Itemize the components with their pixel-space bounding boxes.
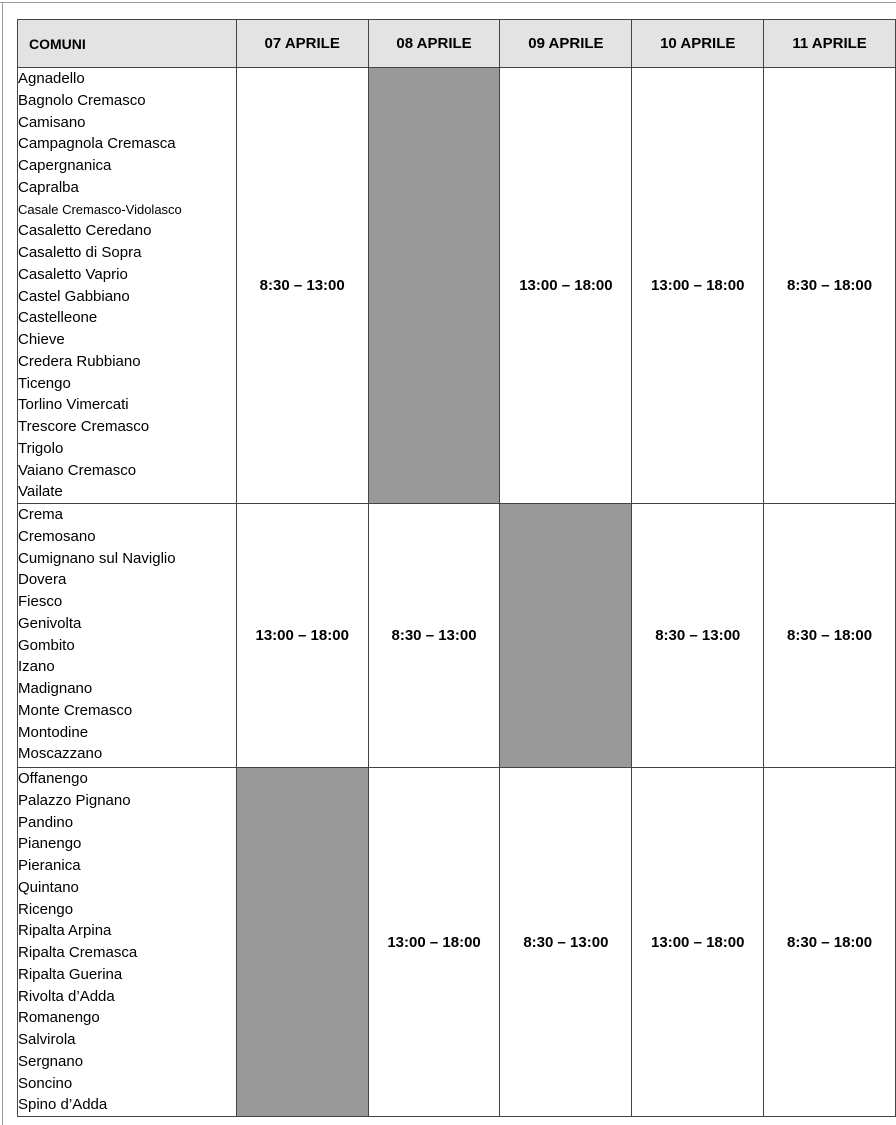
comune-item: Castel Gabbiano — [18, 287, 130, 305]
comune-item: Offanengo — [18, 770, 88, 787]
comune-item: Credera Rubbiano — [18, 352, 141, 370]
time-cell: 8:30 – 13:00 — [368, 504, 500, 768]
comuni-cell — [18, 504, 237, 768]
comuni-list — [18, 768, 236, 1116]
comune-item: Romanengo — [18, 1009, 100, 1027]
comune-item: Torlino Vimercati — [18, 396, 129, 414]
time-cell: 13:00 – 18:00 — [632, 68, 764, 504]
time-cell: 8:30 – 13:00 — [500, 768, 632, 1117]
header-comuni: COMUNI — [18, 20, 237, 68]
comune-item: Bagnolo Cremasco — [18, 91, 146, 109]
comune-item: Casaletto Ceredano — [18, 222, 152, 240]
comune-item: Capergnanica — [18, 157, 112, 174]
time-cell: 8:30 – 13:00 — [236, 68, 368, 504]
comune-item: Ricengo — [18, 900, 74, 918]
comune-item: Trigolo — [18, 439, 64, 457]
comune-item: Moscazzano — [18, 745, 103, 763]
header-day: 11 APRILE — [764, 20, 896, 68]
schedule-table — [17, 19, 896, 1117]
comune-item: Fiesco — [18, 593, 63, 610]
comune-item: Casaletto Vaprio — [18, 265, 128, 283]
comune-item: Pandino — [18, 813, 74, 831]
comune-item: Montodine — [18, 723, 89, 741]
comune-item: Vaiano Cremasco — [18, 461, 137, 479]
group-row — [18, 504, 896, 768]
comune-item: Crema — [18, 506, 64, 523]
comuni-cell — [18, 68, 237, 504]
comune-item: Palazzo Pignano — [18, 791, 131, 809]
comuni-list — [18, 68, 236, 503]
comune-item: Vailate — [18, 483, 63, 501]
time-cell: 13:00 – 18:00 — [500, 68, 632, 504]
comune-item: Camisano — [18, 113, 86, 131]
time-cell: 8:30 – 18:00 — [764, 68, 896, 504]
comune-item: Quintano — [18, 878, 79, 896]
header-day: 09 APRILE — [500, 20, 632, 68]
comune-item: Ripalta Arpina — [18, 922, 112, 940]
time-cell: 8:30 – 18:00 — [764, 504, 896, 768]
comuni-list — [18, 504, 236, 765]
time-cell: 8:30 – 18:00 — [764, 768, 896, 1117]
comune-item: Monte Cremasco — [18, 701, 133, 719]
comune-item: Ticengo — [18, 374, 71, 392]
closed-cell — [236, 768, 368, 1117]
comune-item: Pieranica — [18, 857, 81, 874]
comune-item: Cumignano sul Naviglio — [18, 549, 176, 567]
header-day: 10 APRILE — [632, 20, 764, 68]
comune-item: Soncino — [18, 1074, 73, 1092]
comune-item: Capralba — [18, 178, 79, 196]
comune-item: Agnadello — [18, 70, 85, 87]
comune-item: Gombito — [18, 636, 75, 654]
comune-item: Genivolta — [18, 614, 82, 632]
time-cell: 13:00 – 18:00 — [236, 504, 368, 768]
comune-item: Ripalta Guerina — [18, 965, 123, 983]
time-cell: 13:00 – 18:00 — [632, 768, 764, 1117]
comune-item: Madignano — [18, 680, 93, 697]
comune-item: Castelleone — [18, 309, 98, 327]
comune-item: Rivolta d’Adda — [18, 987, 115, 1005]
schedule-body — [18, 68, 896, 1117]
comune-item: Pianengo — [18, 835, 82, 853]
page-left-rule — [2, 2, 3, 1125]
comune-item: Campagnola Cremasca — [18, 135, 176, 153]
comune-item: Casale Cremasco-Vidolasco — [18, 201, 182, 217]
comune-item: Salvirola — [18, 1031, 76, 1048]
comune-item: Chieve — [18, 331, 65, 348]
comune-item: Sergnano — [18, 1052, 84, 1070]
closed-cell — [368, 68, 500, 504]
comune-item: Ripalta Cremasca — [18, 944, 138, 961]
group-row — [18, 768, 896, 1117]
page-top-rule — [0, 2, 896, 3]
comune-item: Cremosano — [18, 527, 96, 545]
time-cell: 8:30 – 13:00 — [632, 504, 764, 768]
comune-item: Casaletto di Sopra — [18, 244, 142, 261]
group-row — [18, 68, 896, 504]
comuni-cell — [18, 768, 237, 1117]
header-day: 08 APRILE — [368, 20, 500, 68]
time-cell: 13:00 – 18:00 — [368, 768, 500, 1117]
comune-item: Dovera — [18, 571, 67, 589]
comune-item: Spino d’Adda — [18, 1096, 108, 1114]
header-row — [18, 20, 896, 68]
closed-cell — [500, 504, 632, 768]
comune-item: Izano — [18, 658, 55, 676]
comune-item: Trescore Cremasco — [18, 418, 150, 435]
header-day: 07 APRILE — [236, 20, 368, 68]
